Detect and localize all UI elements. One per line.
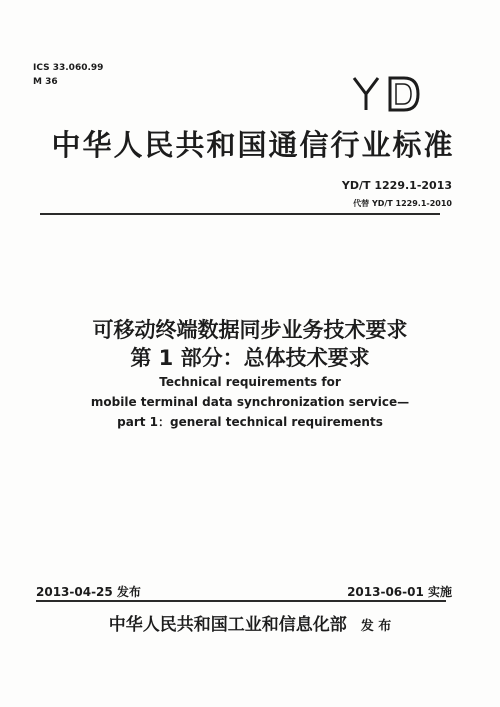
replaces-standard: 代替 YD/T 1229.1-2010: [353, 199, 452, 208]
english-title-line-3: part 1：general technical requirements: [117, 415, 383, 429]
ics-code: ICS 33.060.99: [33, 63, 104, 73]
english-title: [0, 372, 500, 432]
chinese-title-line-1: 可移动终端数据同步业务技术要求: [92, 318, 408, 342]
english-title-line-1: Technical requirements for: [159, 375, 341, 389]
english-title-line-2: mobile terminal data synchronization service—: [90, 395, 410, 409]
ministry-standard-title: 中华人民共和国通信行业标准: [51, 128, 455, 162]
ccs-code: M 36: [33, 77, 58, 87]
issuing-authority: [0, 610, 500, 635]
implementation-date: 2013-06-01 实施: [347, 585, 452, 599]
issue-date: 2013-04-25 发布: [36, 585, 141, 599]
chinese-title-line-2: 第 1 部分：总体技术要求: [130, 346, 370, 370]
classification-codes: [33, 63, 103, 91]
issuer-name: 中华人民共和国工业和信息化部: [108, 615, 347, 635]
standard-number: YD/T 1229.1-2013: [341, 179, 452, 192]
top-divider: [40, 213, 440, 215]
yd-logo: [350, 74, 422, 114]
issuer-action: 发 布: [360, 619, 392, 634]
bottom-divider: [36, 600, 446, 602]
